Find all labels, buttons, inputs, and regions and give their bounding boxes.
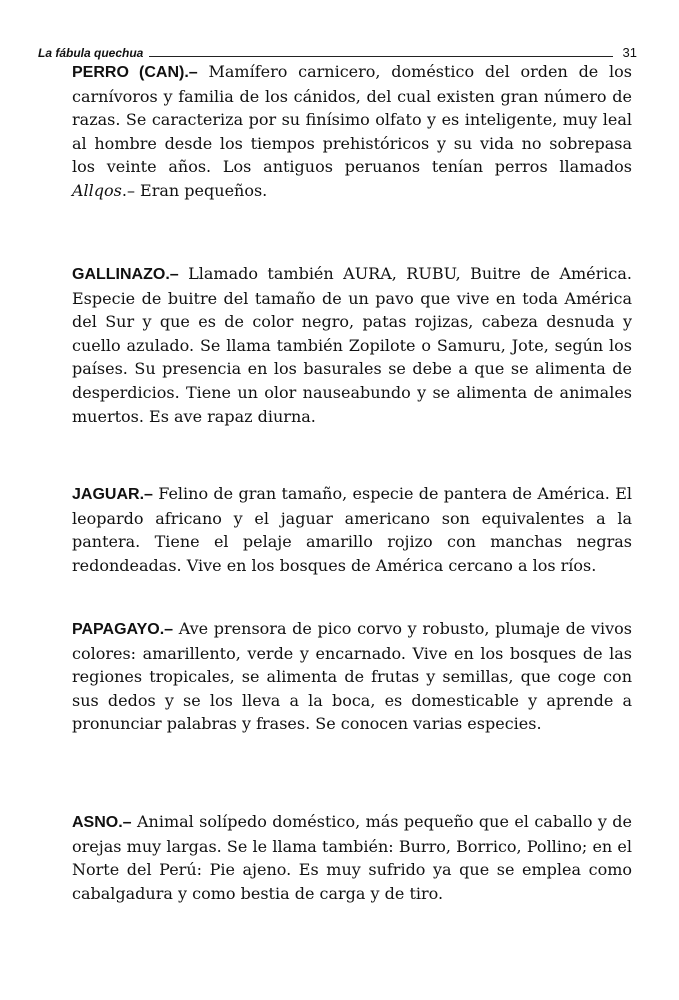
entry-headword: GALLINAZO.– <box>72 266 179 283</box>
entry-text: Felino de gran tamaño, especie de pantera de América. El leopardo africano y el jaguar americano son equivalentes a la pantera. Tiene el pelaje amarillo rojizo con manchas negras redondeadas. Vive en los bosques de América cercano a los ríos. <box>72 484 632 575</box>
entry-text-end: .– Eran pequeños. <box>121 180 268 200</box>
entry-perro <box>72 60 632 203</box>
entry-text: Llamado también AURA, RUBU, Buitre de América. Especie de buitre del tamaño de un pavo que vive en toda América del Sur y que es de color negro, patas rojizas, cabeza desnuda y cuello azulado. Se llama también Zopilote o Samuru, Jote, según los países. Su presencia en los basurales se debe a que se alimenta de desperdicios. Tiene un olor nauseabundo y se alimenta de animales muertos. Es ave rapaz diurna. <box>72 264 632 426</box>
entry-headword: PERRO (CAN).– <box>72 64 198 81</box>
entry-text: Animal solípedo doméstico, más pequeño que el caballo y de orejas muy largas. Se le llama también: Burro, Borrico, Pollino; en el Norte del Perú: Pie ajeno. Es muy sufrido ya que se emplea como cabalgadura y como bestia de carga y de tiro. <box>72 812 632 903</box>
entry-asno <box>72 810 632 905</box>
entry-headword: JAGUAR.– <box>72 486 153 503</box>
entry-term: Allqos <box>72 180 122 200</box>
book-title: La fábula quechua <box>38 46 144 60</box>
entry-papagayo <box>72 617 632 736</box>
entry-text: Ave prensora de pico corvo y robusto, plumaje de vivos colores: amarillento, verde y encarnado. Vive en los bosques de las regiones tropicales, se alimenta de frutas y semillas, que coge con sus dedos y se los lleva a la boca, es domesticable y aprende a pronunciar palabras y frases. Se conocen varias especies. <box>72 619 632 734</box>
entry-gallinazo <box>72 262 632 428</box>
entry-headword: ASNO.– <box>72 814 132 831</box>
entry-text: Mamífero carnicero, doméstico del orden de los carnívoros y familia de los cánidos, del cual existen gran número de razas. Se caracteriza por su finísimo olfato y es inteligente, muy leal al hombre desde los tiempos prehistóricos y su vida no sobrepasa los veinte años. Los antiguos peruanos tenían perros llamados <box>72 62 633 177</box>
entry-jaguar <box>72 482 632 577</box>
header-rule <box>149 56 612 57</box>
page-number: 31 <box>622 45 637 60</box>
entry-headword: PAPAGAYO.– <box>72 621 174 638</box>
running-header <box>38 40 637 60</box>
